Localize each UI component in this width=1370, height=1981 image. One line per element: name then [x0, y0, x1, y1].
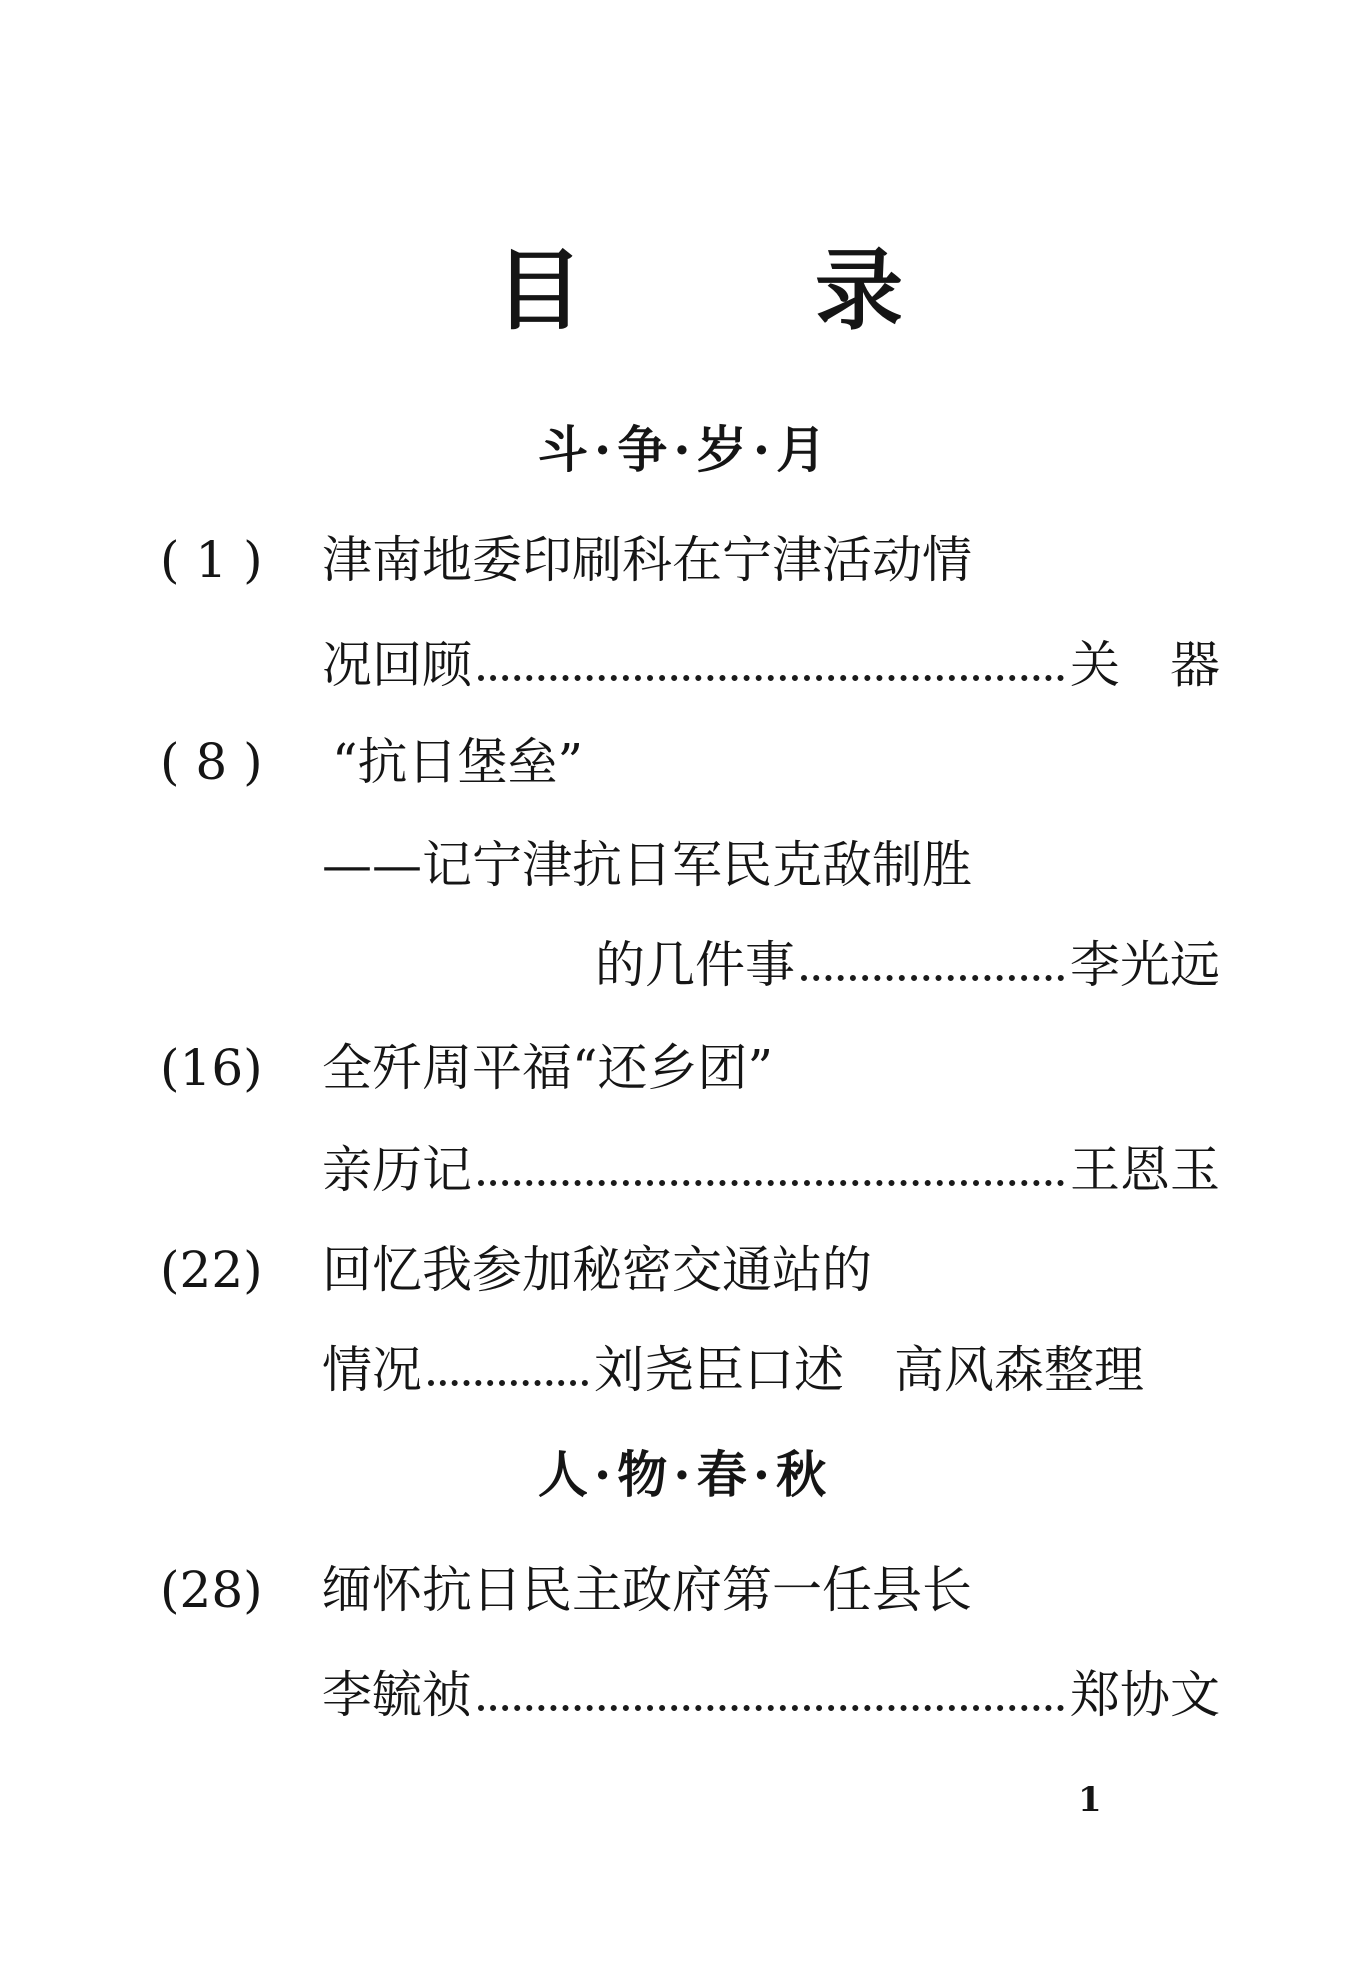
entry-title-continuation: 情况	[322, 1341, 422, 1399]
entry-page-number: (28)	[160, 1561, 263, 1619]
page-title	[0, 240, 1370, 340]
entry-title-continuation: 李毓祯	[322, 1666, 472, 1724]
entry-title: 缅怀抗日民主政府第一任县长	[322, 1561, 972, 1619]
entry-title: 全歼周平福“还乡团”	[322, 1039, 774, 1097]
entry-page-number: ( 1 )	[160, 531, 263, 589]
page-number: 1	[1078, 1780, 1102, 1820]
entry-title-continuation: 况回顾	[322, 636, 472, 694]
leader-dots	[428, 1380, 588, 1386]
title-char-1: 目	[495, 238, 584, 342]
entry-author: 刘尧臣口述 高风森整理	[594, 1341, 1144, 1399]
entry-page-number: (16)	[160, 1039, 263, 1097]
entry-author: 李光远	[1070, 936, 1220, 994]
leader-dots	[478, 675, 1064, 681]
entry-page-number: (22)	[160, 1241, 263, 1299]
leader-dots	[478, 1180, 1064, 1186]
entry-subtitle: ——记宁津抗日军民克敌制胜	[322, 836, 972, 894]
leader-dots	[478, 1705, 1064, 1711]
entry-leader-row	[322, 1340, 1220, 1400]
leader-dots	[801, 975, 1064, 981]
entry-author: 郑协文	[1070, 1666, 1220, 1724]
entry-page-number: ( 8 )	[160, 733, 263, 791]
section-heading-struggle-years: 斗·争·岁·月	[537, 420, 833, 479]
entry-title: 回忆我参加秘密交通站的	[322, 1241, 872, 1299]
entry-author: 王恩玉	[1070, 1141, 1220, 1199]
entry-title-continuation: 亲历记	[322, 1141, 472, 1199]
entry-subtitle-continuation: 的几件事	[595, 936, 795, 994]
title-char-2: 录	[815, 238, 904, 342]
entry-leader-row	[595, 935, 1220, 995]
entry-leader-row	[322, 635, 1220, 695]
entry-title: “抗日堡垒”	[332, 733, 584, 791]
entry-author: 关 器	[1070, 636, 1220, 694]
entry-title: 津南地委印刷科在宁津活动情	[322, 531, 972, 589]
entry-leader-row	[322, 1140, 1220, 1200]
section-heading-people-chronicles: 人·物·春·秋	[537, 1445, 833, 1504]
entry-leader-row	[322, 1665, 1220, 1725]
